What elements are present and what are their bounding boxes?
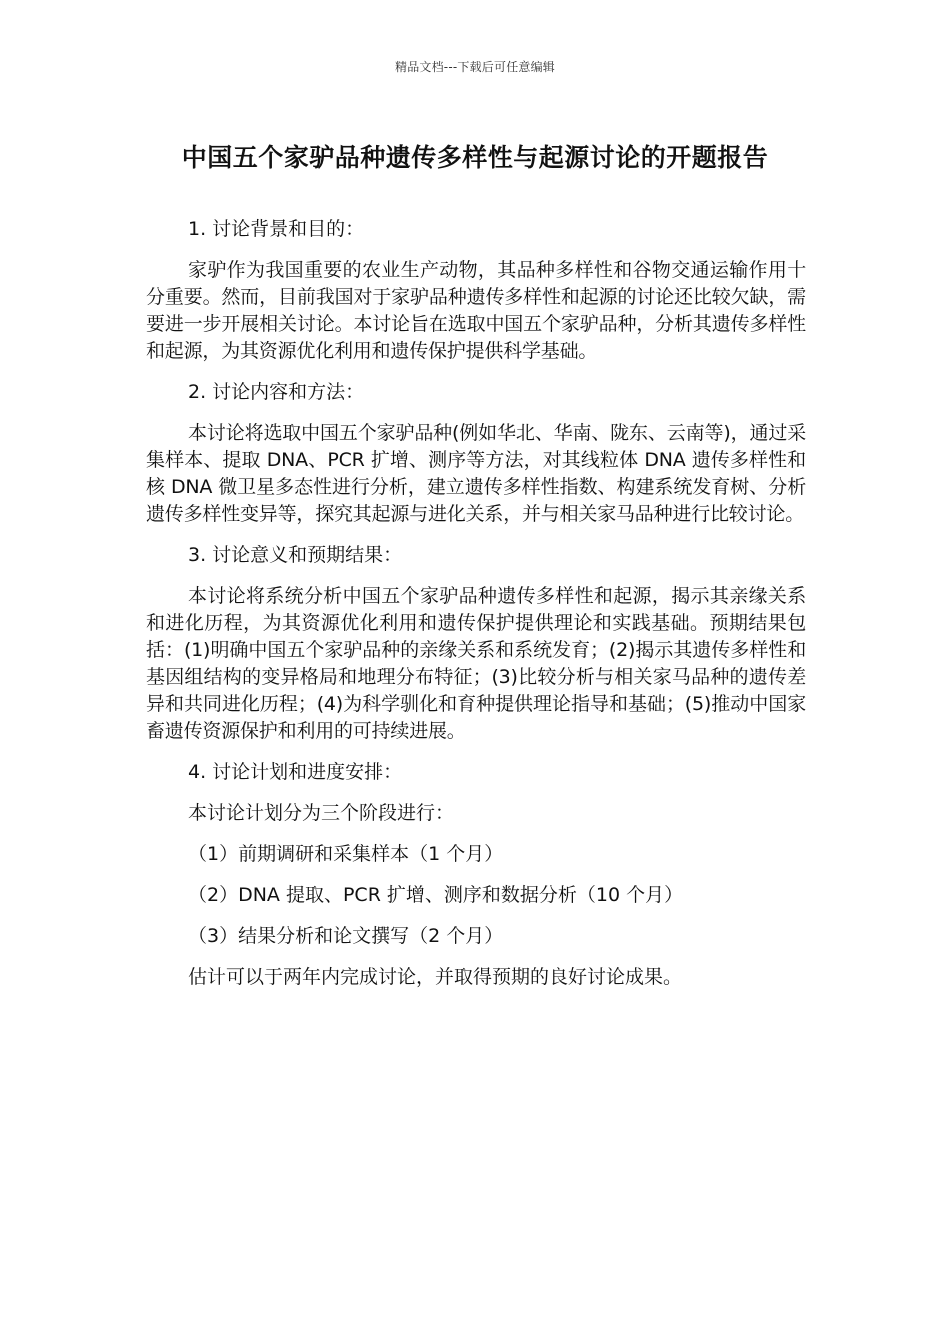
- schedule-item: （3）结果分析和论文撰写（2 个月）: [188, 925, 504, 947]
- section-heading-content-methods: 2. 讨论内容和方法：: [188, 381, 365, 403]
- schedule-item: （1）前期调研和采集样本（1 个月）: [188, 843, 504, 865]
- section-paragraph-significance: 本讨论将系统分析中国五个家驴品种遗传多样性和起源，揭示其亲缘关系和进化历程，为其资源优化利用和遗传保护提供理论和实践基础。预期结果包括：(1)明确中国五个家驴品种的亲缘关系和系统发育；(2)揭示其遗传多样性和基因组结构的变异格局和地理分布特征；(3)比较分析与相关家马品种的遗传差异和共同进化历程；(4)为科学驯化和育种提供理论指导和基础；(5)推动中国家畜遗传资源保护和利用的可持续进展。: [146, 585, 806, 742]
- section-heading-significance: 3. 讨论意义和预期结果：: [188, 544, 403, 566]
- schedule-item: （2）DNA 提取、PCR 扩增、测序和数据分析（10 个月）: [188, 884, 684, 906]
- schedule-intro: 本讨论计划分为三个阶段进行：: [188, 802, 455, 824]
- section-heading-schedule: 4. 讨论计划和进度安排：: [188, 761, 403, 783]
- section-heading-background: 1. 讨论背景和目的：: [188, 218, 365, 240]
- section-paragraph-background: 家驴作为我国重要的农业生产动物，其品种多样性和谷物交通运输作用十分重要。然而，目前我国对于家驴品种遗传多样性和起源的讨论还比较欠缺，需要进一步开展相关讨论。本讨论旨在选取中国五个家驴品种，分析其遗传多样性和起源，为其资源优化利用和遗传保护提供科学基础。: [146, 259, 806, 362]
- page-header-watermark: 精品文档---下载后可任意编辑: [395, 60, 555, 74]
- schedule-closing: 估计可以于两年内完成讨论，并取得预期的良好讨论成果。: [188, 966, 683, 988]
- section-paragraph-content-methods: 本讨论将选取中国五个家驴品种(例如华北、华南、陇东、云南等)，通过采集样本、提取 DNA、PCR 扩增、测序等方法，对其线粒体 DNA 遗传多样性和核 DNA 微卫星多态性进行分析，建立遗传多样性指数、构建系统发育树、分析遗传多样性变异等，探究其起源与进化关系，并与相关家马品种进行比较讨论。: [146, 422, 806, 525]
- document-body: [146, 216, 806, 991]
- document-title: 中国五个家驴品种遗传多样性与起源讨论的开题报告: [181, 143, 769, 172]
